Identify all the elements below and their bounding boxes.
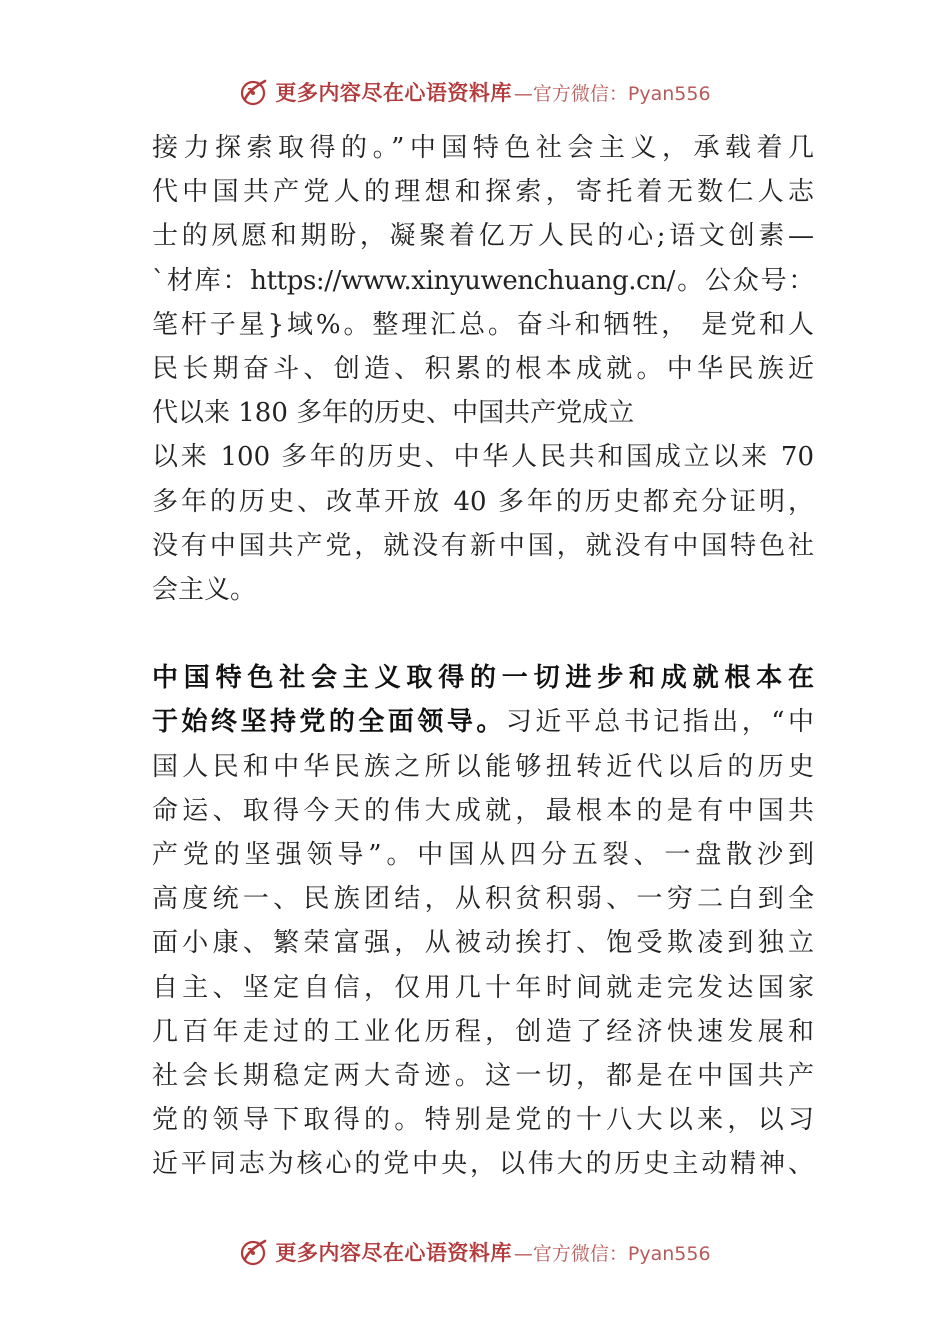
text-line: 以来 100 多年的历史、中华人民共和国成立以来 70 [152, 442, 814, 473]
brush-logo-icon [239, 1237, 269, 1267]
paragraph-1 [152, 126, 814, 612]
text-line: 笔杆子星}域%。整理汇总。奋斗和牺牲， 是党和人 [152, 309, 814, 340]
paragraph-gap [152, 612, 814, 656]
text-line: 接力探索取得的。”中国特色社会主义，承载着几 [152, 133, 814, 163]
text-line: `材库：https://www.xinyuwenchuang.cn/。公众号： [152, 265, 814, 296]
banner-main-text: 更多内容尽在心语资料库 [275, 80, 512, 105]
text-run: 习近平总书记指出，“中 [505, 707, 814, 738]
text-line: 面小康、繁荣富强，从被动挨打、饱受欺凌到独立 [152, 928, 814, 959]
mixed-line [152, 700, 814, 744]
text-line: 高度统一、民族团结，从积贫积弱、一穷二白到全 [152, 884, 814, 915]
banner-sub-text: —官方微信：Pyan556 [513, 82, 711, 105]
header-banner [0, 72, 950, 112]
text-line: 自主、坚定自信，仅用几十年时间就走完发达国家 [152, 972, 814, 1003]
footer-banner [0, 1232, 950, 1272]
text-line: 代中国共产党人的理想和探索，寄托着无数仁人志 [152, 177, 814, 208]
text-line: 代以来 180 多年的历史、中国共产党成立 [152, 398, 635, 429]
text-line: 命运、取得今天的伟大成就，最根本的是有中国共 [152, 795, 814, 826]
bold-heading-line: 中国特色社会主义取得的一切进步和成就根本在 [152, 663, 814, 694]
text-line: 近平同志为核心的党中央，以伟大的历史主动精神、 [152, 1149, 814, 1180]
text-line: 会主义。 [152, 574, 257, 605]
banner-main-text: 更多内容尽在心语资料库 [275, 1240, 512, 1265]
text-line: 士的夙愿和期盼，凝聚着亿万人民的心;语文创素— [152, 221, 814, 252]
text-line: 产党的坚强领导”。中国从四分五裂、一盘散沙到 [152, 840, 814, 870]
text-line: 社会长期稳定两大奇迹。这一切，都是在中国共产 [152, 1060, 814, 1091]
brush-logo-icon [239, 77, 269, 107]
text-line: 国人民和中华民族之所以能够扭转近代以后的历史 [152, 751, 814, 782]
text-line: 没有中国共产党，就没有新中国，就没有中国特色社 [152, 530, 814, 561]
text-line: 几百年走过的工业化历程，创造了经济快速发展和 [152, 1016, 814, 1047]
paragraph-2 [152, 656, 814, 1186]
text-line: 多年的历史、改革开放 40 多年的历史都充分证明， [152, 486, 814, 517]
bold-heading-end: 于始终坚持党的全面领导。 [152, 707, 506, 738]
text-line: 民长期奋斗、创造、积累的根本成就。中华民族近 [152, 353, 814, 384]
banner-sub-text: —官方微信：Pyan556 [513, 1242, 711, 1265]
text-line: 党的领导下取得的。特别是党的十八大以来，以习 [152, 1105, 814, 1136]
document-body [152, 126, 814, 1187]
